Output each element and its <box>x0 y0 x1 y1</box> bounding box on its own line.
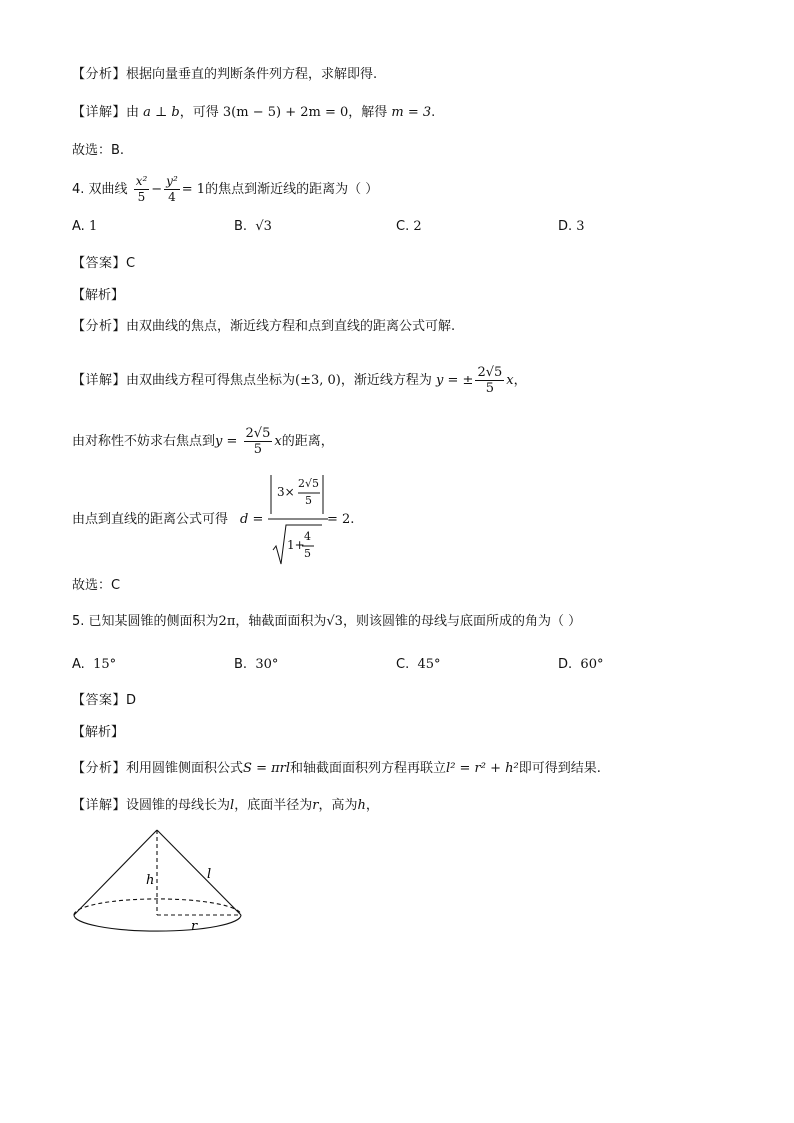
detail-tag: 【详解】 <box>72 373 127 388</box>
q5-stem-part: 5. 已知某圆锥的侧面积为 <box>72 614 219 629</box>
q4-choice: 故选：C <box>72 578 121 593</box>
detail-text: ， <box>365 798 379 813</box>
symmetry-text: 由对称性不妨求右焦点到 <box>72 434 216 449</box>
fraction-numerator: 2√5 <box>245 426 271 441</box>
fraction-2sqrt5-over-5 <box>475 365 504 396</box>
focus-coordinates: (±3, 0) <box>295 373 341 388</box>
label-h: h <box>146 873 155 888</box>
distance-den-one: 1+ <box>287 538 305 552</box>
fraction-numerator: 2√5 <box>298 477 320 490</box>
result: m = 3 <box>391 105 432 120</box>
option-label: D. <box>558 219 573 234</box>
fraction-denominator: 5 <box>304 547 311 560</box>
distance-fraction <box>266 472 334 568</box>
analysis-text: 根据向量垂直的判断条件列方程，求解即得. <box>126 67 378 82</box>
detail-text: ，底面半径为 <box>234 798 313 813</box>
q5-stem <box>72 613 581 631</box>
distance-end: . <box>350 512 355 527</box>
vector-perpendicular: a ⊥ b <box>143 105 180 120</box>
q5-stem-part: ，则该圆锥的母线与底面所成的角为（ ） <box>342 614 582 629</box>
fraction-denominator: 5 <box>485 381 494 396</box>
detail-text: ，解得 <box>348 105 388 120</box>
distance-result <box>327 511 354 529</box>
fraction-numerator: 2√5 <box>477 365 503 380</box>
cone-right-slant <box>157 830 241 915</box>
answer-tag: 【答案】 <box>72 256 127 271</box>
detail-tag: 【详解】 <box>72 105 127 120</box>
line-lhs: y = <box>215 434 238 449</box>
q4-stem-prefix: 4. 双曲线 <box>72 182 128 197</box>
option-label: C. <box>396 219 410 234</box>
q4-stem-suffix: 的焦点到渐近线的距离为（ ） <box>205 182 379 197</box>
distance-inner-three: 3× <box>277 485 295 499</box>
q5-answer-line <box>72 692 136 710</box>
option-label: B. <box>234 219 248 234</box>
q4-option-c <box>396 218 422 236</box>
q5-detail-line <box>72 797 379 815</box>
analysis-tag: 【分析】 <box>72 319 127 334</box>
distance-lhs: d = <box>240 512 264 527</box>
fraction-denominator: 5 <box>305 494 312 507</box>
lateral-area-formula: S = πrl <box>243 761 291 776</box>
fraction-denominator: 5 <box>253 442 263 457</box>
option-label: A. <box>72 657 85 672</box>
equals-one: = 1 <box>181 182 206 197</box>
fraction-y2-over-4 <box>164 174 180 205</box>
var-r: r <box>312 798 319 813</box>
detail-text: ， <box>513 373 527 388</box>
minus-sign: − <box>151 182 163 197</box>
fraction-denominator: 4 <box>168 190 176 204</box>
fraction-numerator: x² <box>135 174 148 188</box>
option-label: C. <box>396 657 410 672</box>
analysis-text: 由双曲线的焦点，渐近线方程和点到直线的距离公式可解. <box>126 319 456 334</box>
q4-answer-line <box>72 255 135 273</box>
q5-option-c <box>396 656 441 674</box>
cone-figure <box>70 826 246 940</box>
answer-value: D <box>126 693 137 708</box>
q3-choice: 故选：B. <box>72 143 125 158</box>
symmetry-text: 的距离， <box>281 434 334 449</box>
pythagorean-formula: l² = r² + h² <box>446 761 519 776</box>
q5-analysis-line <box>72 760 601 778</box>
answer-tag: 【答案】 <box>72 693 127 708</box>
q4-option-b <box>234 218 272 236</box>
analysis-text: 和轴截面面积列方程再联立 <box>290 761 447 776</box>
answer-value: C <box>126 256 136 271</box>
detail-text: 由 <box>126 105 140 120</box>
distance-result-value: = 2 <box>327 512 351 527</box>
option-label: A. <box>72 219 85 234</box>
q4-option-a <box>72 218 97 236</box>
cone-left-slant <box>74 830 157 915</box>
asymptote-variable: x <box>506 373 514 388</box>
q4-stem <box>72 174 378 205</box>
q4-distance-text: 由点到直线的距离公式可得 <box>72 512 229 527</box>
q4-analysis-line <box>72 318 455 336</box>
fraction-x2-over-5 <box>134 174 150 205</box>
option-value: 2 <box>413 219 422 234</box>
option-label: B. <box>234 657 248 672</box>
cone-base-front <box>74 915 241 931</box>
option-value: 60° <box>580 657 604 672</box>
detail-tag: 【详解】 <box>72 798 127 813</box>
q5-option-d <box>558 656 603 674</box>
var-h: h <box>357 798 366 813</box>
line-variable: x <box>274 434 282 449</box>
equation: 3(m − 5) + 2m = 0 <box>222 105 349 120</box>
q5-option-a <box>72 656 116 674</box>
q4-jiexi-tag: 【解析】 <box>72 288 125 303</box>
q5-stem-part: ，轴截面面积为 <box>235 614 327 629</box>
detail-text: 由双曲线方程可得焦点坐标为 <box>126 373 296 388</box>
label-l: l <box>207 867 212 882</box>
option-value: 45° <box>417 657 441 672</box>
var-l: l <box>230 798 235 813</box>
q3-analysis-line <box>72 66 377 84</box>
q4-option-d <box>558 218 585 236</box>
detail-text: ，高为 <box>318 798 358 813</box>
detail-text: 设圆锥的母线长为 <box>126 798 231 813</box>
option-value: 30° <box>255 657 279 672</box>
option-value: 3 <box>576 219 585 234</box>
option-value: 15° <box>93 657 117 672</box>
q5-option-b <box>234 656 278 674</box>
asymptote-lhs: y = ± <box>436 373 474 388</box>
detail-text: ，渐近线方程为 <box>340 373 432 388</box>
fraction-numerator: 4 <box>304 530 311 543</box>
label-r: r <box>191 919 198 934</box>
analysis-tag: 【分析】 <box>72 67 127 82</box>
lateral-area: 2π <box>218 614 236 629</box>
analysis-tag: 【分析】 <box>72 761 127 776</box>
q5-jiexi-tag: 【解析】 <box>72 725 125 740</box>
q4-detail-line <box>72 365 527 396</box>
fraction-numerator: y² <box>166 174 178 188</box>
fraction-denominator: 5 <box>137 190 146 204</box>
option-label: D. <box>558 657 573 672</box>
analysis-text: 利用圆锥侧面积公式 <box>126 761 244 776</box>
q4-symmetry-line <box>72 426 334 457</box>
detail-text: . <box>431 105 436 120</box>
option-value: 1 <box>88 219 98 234</box>
q3-detail-line <box>72 104 435 122</box>
option-value: √3 <box>255 219 272 234</box>
analysis-text: 即可得到结果. <box>518 761 601 776</box>
fraction-2sqrt5-over-5 <box>244 426 273 457</box>
section-area: √3 <box>326 614 343 629</box>
detail-text: ，可得 <box>179 105 219 120</box>
